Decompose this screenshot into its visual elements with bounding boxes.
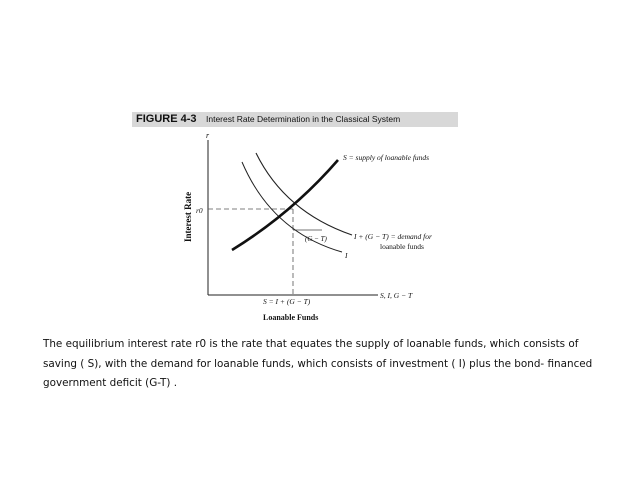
equilibrium-quantity-label: S = I + (G − T) [263,297,311,306]
y-axis-title: Interest Rate [183,191,193,242]
figure-label: FIGURE 4-3 [136,113,197,125]
r0-tick-label: r0 [196,206,203,215]
y-axis-symbol: r [206,131,210,140]
demand-label-line1: I + (G − T) = demand for [354,232,432,241]
demand-label-line2: loanable funds [380,242,424,251]
investment-label: I [345,251,348,260]
caption-text: The equilibrium interest rate r0 is the rate that equates the supply of loanable funds, which consists of saving ( S), with the demand for loanable funds, which consists of investment ( I) plus the bond- financed government deficit (G-T) . [43,338,593,389]
figure-title: Interest Rate Determination in the Classical System [206,114,401,124]
x-axis-variable-label: S, I, G − T [380,291,413,300]
deficit-label: (G − T) [305,235,327,243]
supply-label: S = supply of loanable funds [343,153,430,162]
x-axis-title: Loanable Funds [263,313,319,322]
